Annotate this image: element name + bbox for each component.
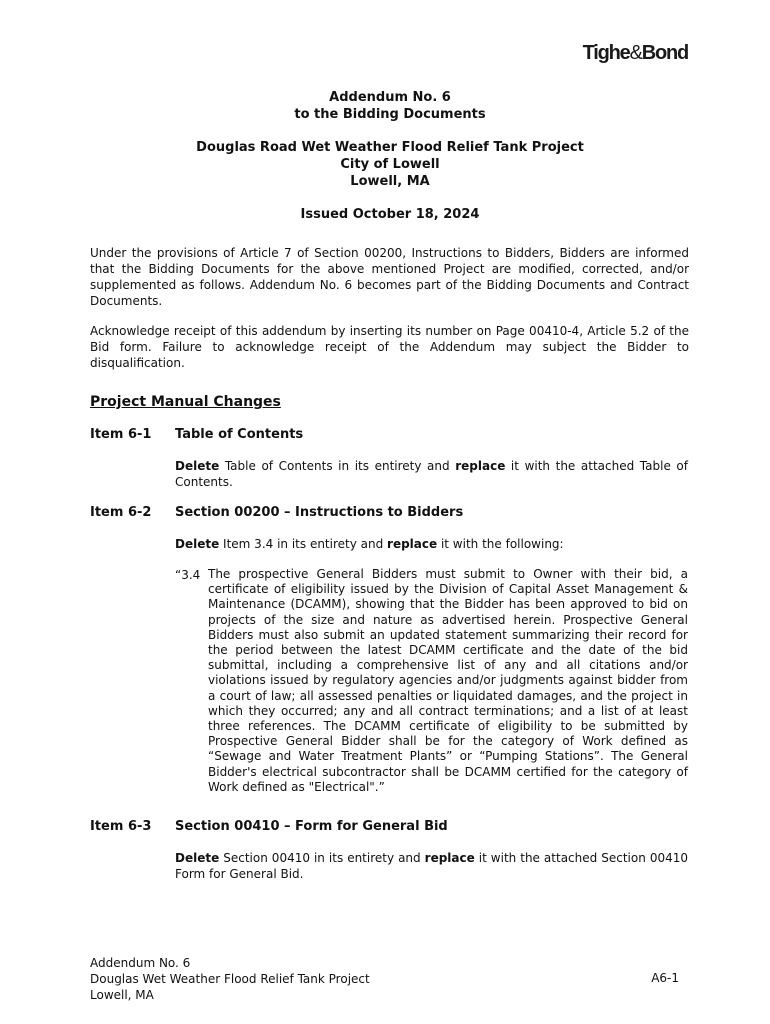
quoted-item-text: The prospective General Bidders must submit to Owner with their bid, a certificate of eligibility issued by the Division of Capital Asset Management & Maintenance (DCAMM), showing that the Bidder has been approved to bid on projects of the size and nature as advertised herein. Prospective General Bidders must also submit an updated statement summarizing their record for the period between the latest DCAMM certificate and the date of the bid submittal, including a comprehensive list of any and all citations and/or violations issued by regulatory agencies and/or judgments against bidder from a court of law; all assessed penalties or liquidated damages, and the project in which they occurred; any and all contract terminations; and a list of at least three references. The DCAMM certificate of eligibility to be submitted by Prospective General Bidder shall be for the category of Work defined as “Sewage and Water Treatment Plants” or “Pumping Stations”. The General Bidder's electrical subcontractor shall be DCAMM certified for the category of Work defined as "Electrical".” xyxy=(208,567,688,794)
tighe-bond-logo: Tighe&Bond xyxy=(582,42,688,64)
title-line2: to the Bidding Documents xyxy=(294,107,486,122)
project-city: City of Lowell xyxy=(340,157,440,172)
item-number: Item 6-3 xyxy=(90,819,152,834)
title-line1: Addendum No. 6 xyxy=(329,90,451,105)
item-title: Section 00410 – Form for General Bid xyxy=(175,819,448,834)
quote-number: “3.4 xyxy=(175,568,201,582)
footer xyxy=(90,955,370,1003)
footer-line2: Douglas Wet Weather Flood Relief Tank Project xyxy=(90,972,370,986)
issued-date: Issued October 18, 2024 xyxy=(300,207,480,222)
section-heading: Project Manual Changes xyxy=(90,394,281,410)
item-number: Item 6-2 xyxy=(90,505,152,520)
item-description: Delete Table of Contents in its entirety and replace it with the attached Table of Contents. xyxy=(175,459,688,489)
project-location: Lowell, MA xyxy=(350,174,430,189)
footer-line3: Lowell, MA xyxy=(90,988,154,1002)
item-description: Delete Item 3.4 in its entirety and replace it with the following: xyxy=(175,537,564,551)
item-title: Table of Contents xyxy=(175,427,304,442)
project-title xyxy=(90,139,690,190)
intro-paragraph: Under the provisions of Article 7 of Section 00200, Instructions to Bidders, Bidders are informed that the Bidding Documents for the above mentioned Project are modified, corrected, and/or supplemented as follows. Addendum No. 6 becomes part of the Bidding Documents and Contract Documents. xyxy=(90,246,689,308)
item-title: Section 00200 – Instructions to Bidders xyxy=(175,505,464,520)
addendum-title xyxy=(90,89,690,123)
page-number: A6-1 xyxy=(651,971,679,985)
item-number: Item 6-1 xyxy=(90,427,152,442)
project-name: Douglas Road Wet Weather Flood Relief Tank Project xyxy=(196,140,584,155)
item-description: Delete Section 00410 in its entirety and replace it with the attached Section 00410 Form for General Bid. xyxy=(175,851,689,881)
footer-line1: Addendum No. 6 xyxy=(90,956,191,970)
acknowledge-paragraph: Acknowledge receipt of this addendum by inserting its number on Page 00410-4, Article 5.2 of the Bid form. Failure to acknowledge receipt of the Addendum may subject the Bidder to disqualification. xyxy=(90,324,689,370)
